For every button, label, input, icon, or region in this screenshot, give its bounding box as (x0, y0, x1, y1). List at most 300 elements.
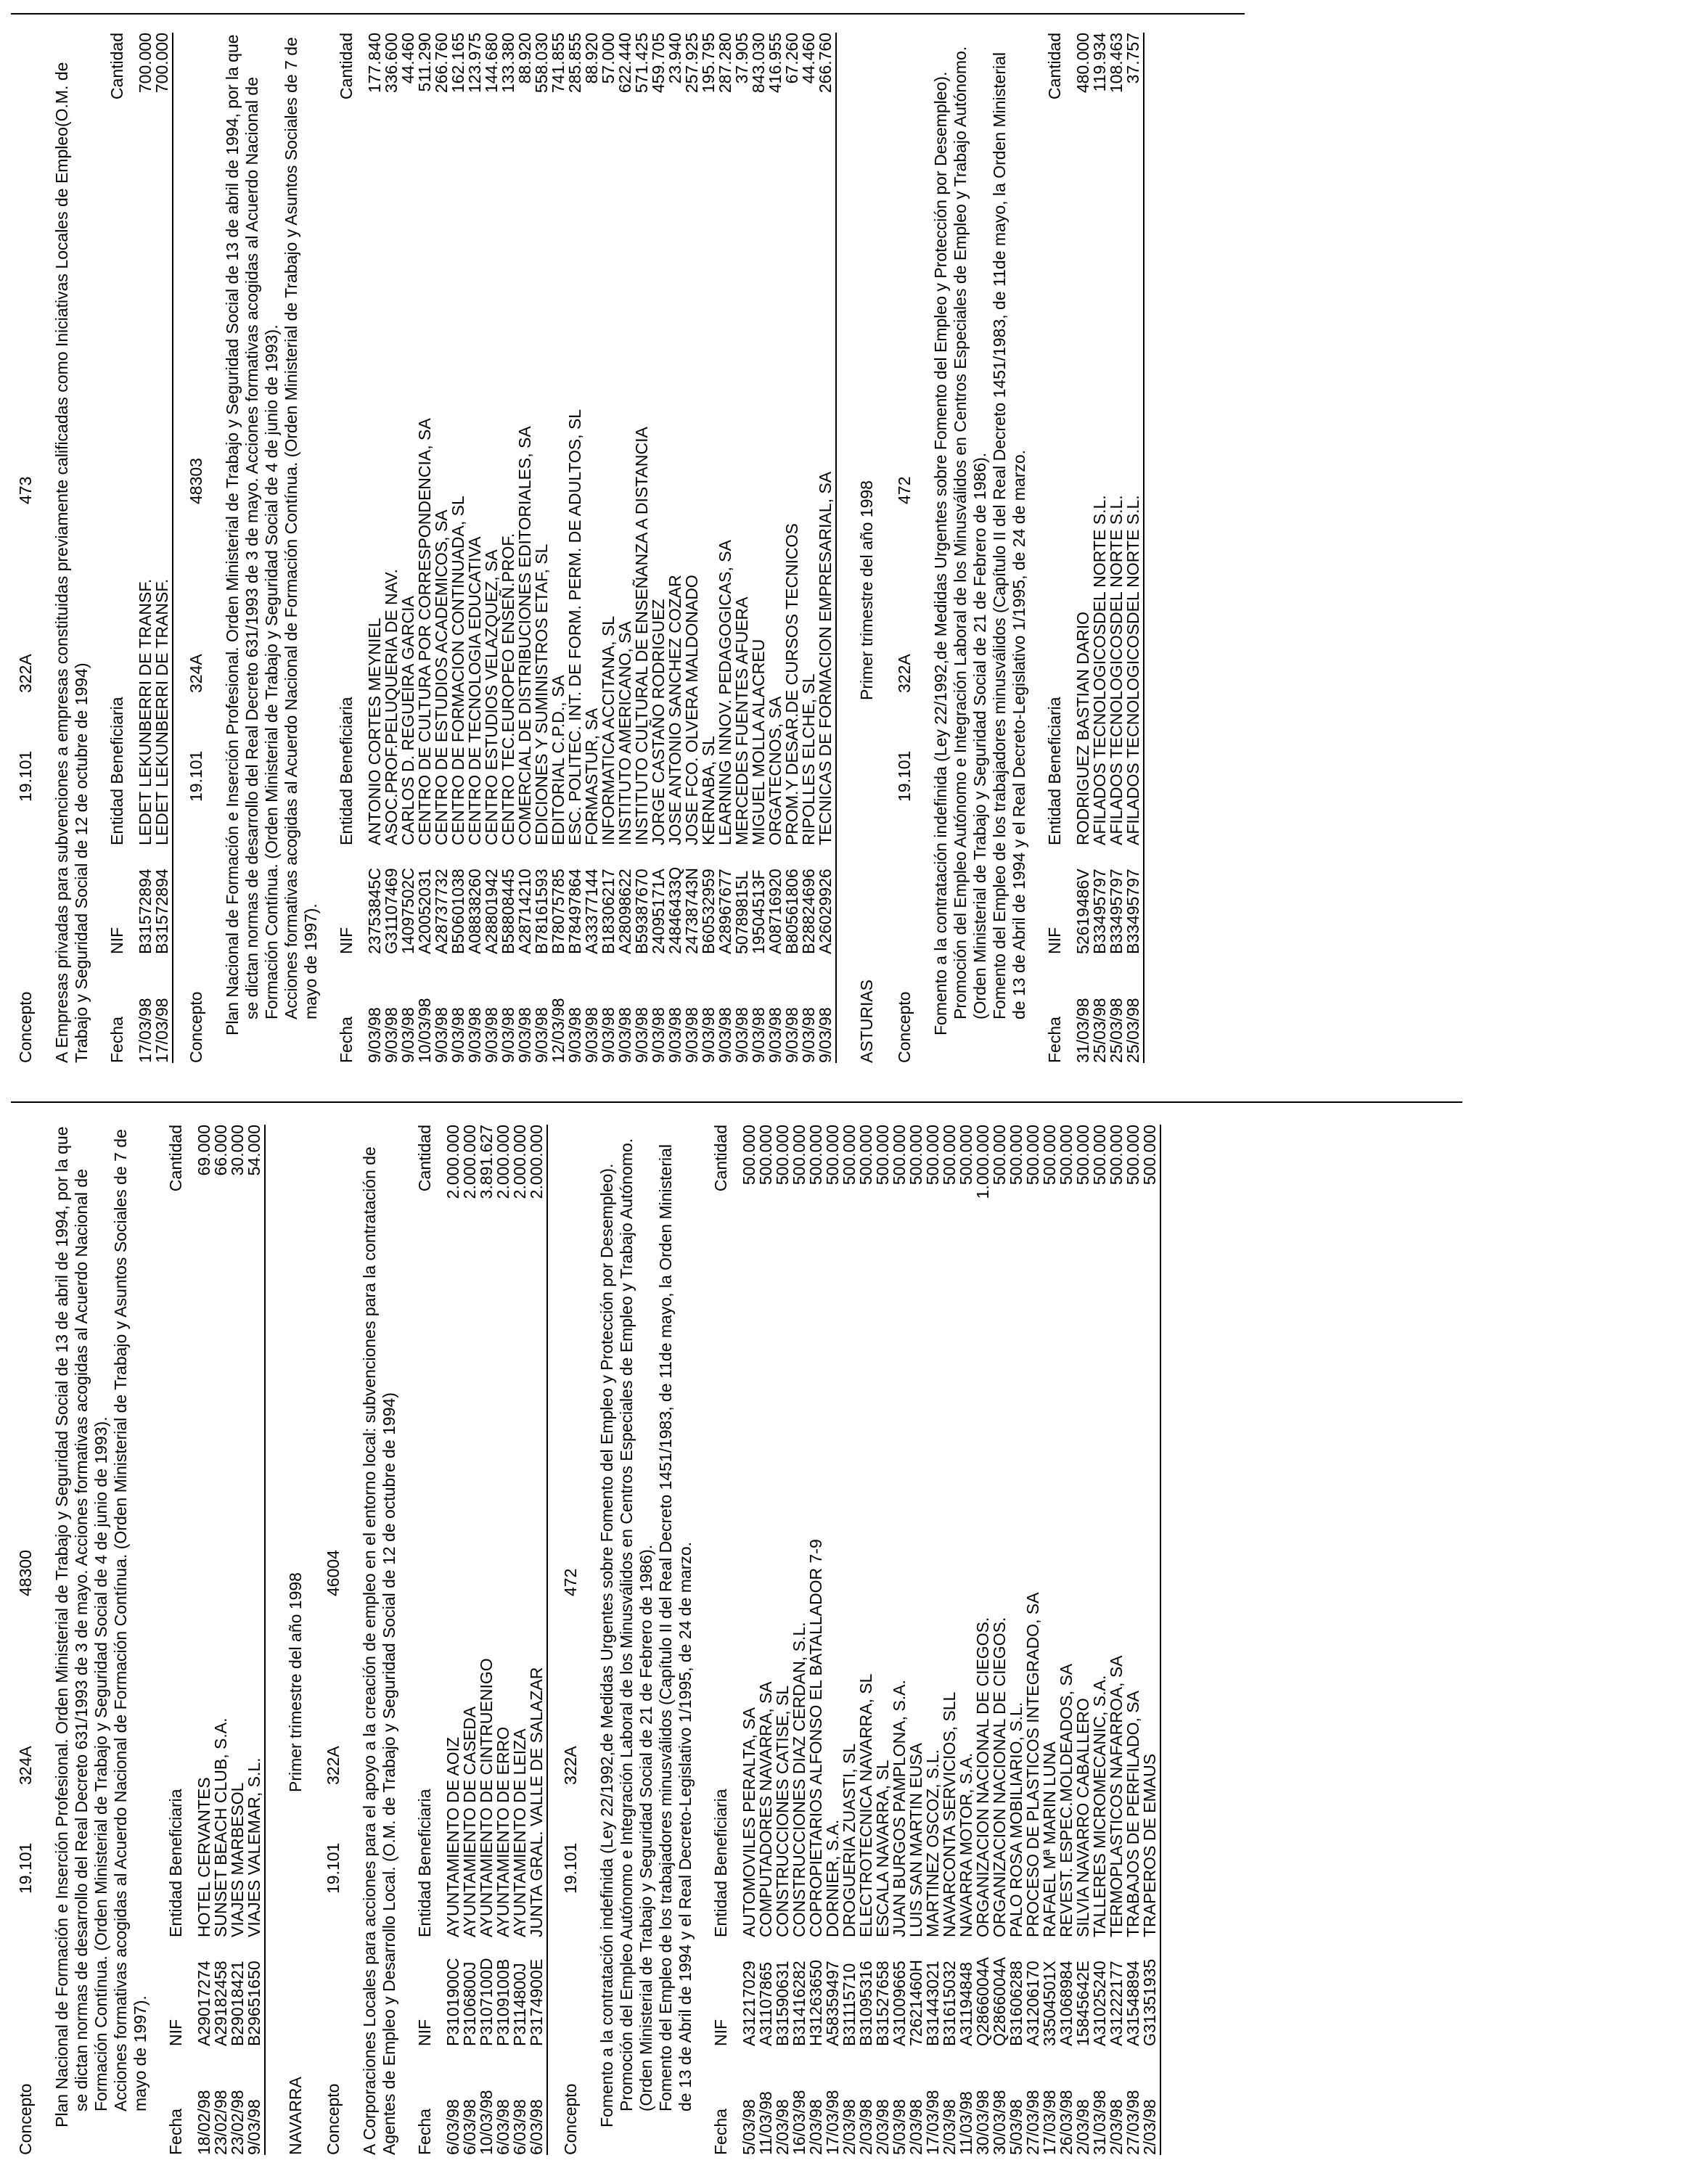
row-fecha: 9/03/98 (449, 1007, 467, 1063)
row-entidad: INFORMATICA ACCITANA, SL (599, 615, 618, 845)
row-entidad: PROCESO DE PLASTICOS INTEGRADO, SA (1023, 1592, 1042, 1937)
row-entidad: AYUNTAMIENTO DE AOIZ (443, 1736, 462, 1937)
row-fecha: 6/03/98 (528, 2046, 547, 2155)
row-fecha: 9/03/98 (615, 1007, 634, 1063)
row-fecha: 9/03/98 (582, 1007, 601, 1063)
row-fecha: 9/03/98 (482, 1007, 501, 1063)
row-nif: B31615032 (940, 1961, 959, 2046)
row-entidad: RAFAEL Mª MARIN LUNA (1040, 1741, 1059, 1937)
row-nif: A29182458 (211, 1961, 230, 2046)
row-nif: A08716920 (766, 869, 785, 954)
row-nif: Q2866004A (990, 1957, 1009, 2046)
row-nif: A28737732 (432, 869, 451, 954)
concept-header (560, 1125, 581, 2155)
row-fecha: 17/03/98 (1040, 2090, 1059, 2155)
row-nif: A08838260 (465, 869, 484, 954)
row-entidad: LEDET LEKUNBERRI DE TRANSF. (136, 578, 155, 845)
table-row (433, 33, 450, 1063)
table-row (1008, 1125, 1025, 2155)
row-cantidad: 123.975 (465, 33, 484, 94)
row-entidad: INSTITUTO AMERICANO, SA (615, 621, 634, 845)
left-column (15, 1125, 1161, 2155)
table-row (750, 33, 767, 1063)
table-row (958, 1125, 975, 2155)
row-entidad: TALLERES MICROMECANIC, S.A. (1090, 1675, 1109, 1937)
table-row (1125, 33, 1144, 1063)
row-entidad: PROM.Y DESAR.DE CURSOS TECNICOS (782, 523, 801, 845)
row-nif: Q2866004A (973, 1957, 992, 2046)
row-cantidad: 622.440 (615, 33, 634, 94)
row-cantidad: 119.934 (1090, 33, 1109, 92)
table-row (1142, 1125, 1160, 2155)
row-fecha: 16/03/98 (790, 2090, 808, 2155)
row-nif: A31222177 (1107, 1961, 1126, 2046)
row-nif: B29018421 (228, 1961, 247, 2046)
row-cantidad: 500.000 (1023, 1125, 1042, 1186)
row-nif: H31263650 (806, 1960, 825, 2046)
concept-header (15, 33, 36, 1063)
row-entidad: CENTRO DE CULTURA POR CORRESPONDENCIA, SA (415, 418, 434, 845)
concepto-label: Concepto (895, 991, 914, 1063)
table-row (817, 33, 836, 1063)
row-fecha: 31/03/98 (1073, 998, 1092, 1063)
grant-table (412, 1125, 548, 2155)
table-row (445, 1125, 462, 2155)
subconcept-code: 472 (895, 476, 914, 504)
row-entidad: CENTRO DE ESTUDIOS ACADEMICOS, SA (432, 509, 451, 845)
row-cantidad: 1.000.000 (973, 1125, 992, 1199)
table-row (550, 33, 567, 1063)
row-nif: A31025240 (1090, 1961, 1109, 2046)
table-row (1092, 33, 1108, 1063)
col-fecha: Fecha (1045, 1017, 1064, 1063)
table-row (533, 33, 550, 1063)
row-entidad: ESCALA NAVARRA, SL (873, 1760, 892, 1937)
row-entidad: MIGUEL MOLLA ALACREU (749, 639, 768, 845)
organism-code: 19.101 (16, 750, 35, 802)
row-cantidad: 500.000 (823, 1125, 842, 1186)
row-entidad: CARLOS D. REGUEIRA GARCIA (398, 596, 417, 845)
table-row (1075, 1125, 1092, 2155)
row-entidad: KERNABA, SL (699, 736, 718, 845)
subconcept-code: 472 (561, 1568, 580, 1596)
row-fecha: 2/03/98 (906, 2099, 925, 2155)
table-body (741, 1125, 1160, 2155)
row-fecha: 18/02/98 (194, 2090, 213, 2155)
row-entidad: SUNSET BEACH CLUB, S.A. (211, 1717, 230, 1937)
concepto-label: Concepto (187, 991, 205, 1063)
row-entidad: CENTRO DE FORMACION CONTINUADA, SL (449, 496, 467, 845)
row-cantidad: 500.000 (940, 1125, 959, 1186)
row-cantidad: 500.000 (740, 1125, 758, 1186)
row-fecha: 23/02/98 (228, 2090, 247, 2155)
row-cantidad: 67.260 (782, 33, 801, 84)
table-row (700, 33, 717, 1063)
col-nif: NIF (337, 927, 356, 954)
row-nif: A20052031 (415, 869, 434, 954)
row-nif: B58808445 (499, 869, 517, 954)
table-row (528, 1125, 547, 2155)
row-nif: A26029926 (817, 845, 836, 954)
row-nif: A28098622 (615, 869, 634, 954)
row-nif: B31590631 (773, 1961, 792, 2046)
row-entidad: HOTEL CERVANTES (194, 1777, 213, 1937)
row-fecha: 9/03/98 (532, 1007, 551, 1063)
row-entidad: COPROPIETARIOS ALFONSO EL BATALLADOR 7-9 (806, 1539, 825, 1937)
row-nif: A31068984 (1057, 1961, 1076, 2046)
col-cantidad: Cantidad (337, 33, 356, 100)
row-cantidad: 500.000 (873, 1125, 892, 1186)
row-cantidad: 500.000 (1107, 1125, 1126, 1186)
table-row (684, 33, 700, 1063)
row-nif: B31572894 (154, 845, 173, 954)
row-entidad: LEDET LEKUNBERRI DE TRANSF. (154, 134, 173, 845)
table-row (383, 33, 400, 1063)
row-entidad: VIAJES VALEMAR, S.L. (246, 1226, 265, 1937)
program-code: 324A (187, 654, 205, 693)
region-heading (856, 33, 877, 1063)
row-fecha: 27/03/98 (1123, 2090, 1142, 2155)
row-fecha: 2/03/98 (840, 2099, 859, 2155)
row-nif: A31107865 (756, 1962, 775, 2046)
row-entidad: LEARNING INNOV. PEDAGOGICAS, SA (716, 540, 734, 845)
row-entidad: AYUNTAMIENTO DE LEIZA (510, 1728, 529, 1937)
program-code: 322A (324, 1746, 343, 1785)
row-nif: B78497864 (565, 869, 584, 954)
program-code: 322A (16, 654, 35, 693)
table-row (229, 1125, 246, 2155)
row-fecha: 6/03/98 (460, 2099, 479, 2155)
row-fecha: 9/03/98 (465, 1007, 484, 1063)
row-nif: B31095316 (856, 1961, 875, 2046)
row-cantidad: 285.855 (565, 33, 584, 94)
row-nif: A28801942 (482, 869, 501, 954)
row-fecha: 25/03/98 (1125, 954, 1144, 1063)
row-fecha: 9/03/98 (382, 1007, 401, 1063)
row-cantidad: 500.000 (957, 1125, 975, 1186)
row-entidad: REVEST. ESPEC.MOLDEADOS, SA (1057, 1663, 1076, 1937)
row-entidad: SILVIA NAVARRO CABALLERO (1073, 1698, 1092, 1937)
table-row (1092, 1125, 1108, 2155)
row-entidad: CENTRO ESTUDIOS VELAZQUEZ, SA (482, 549, 501, 845)
col-nif: NIF (1045, 927, 1064, 954)
row-fecha: 2/03/98 (873, 2099, 892, 2155)
row-fecha: 2/03/98 (773, 2099, 792, 2155)
table-row (462, 1125, 478, 2155)
row-cantidad: 2.000.000 (510, 1125, 529, 1199)
row-cantidad: 500.000 (923, 1125, 942, 1186)
row-fecha: 6/03/98 (510, 2099, 529, 2155)
table-row (941, 1125, 958, 2155)
table-header-row (412, 1125, 445, 2155)
program-code: 322A (561, 1746, 580, 1785)
row-nif: A31009665 (890, 1961, 909, 2046)
row-cantidad: 2.000.000 (494, 1125, 512, 1199)
organism-code: 19.101 (16, 1842, 35, 1894)
row-cantidad: 500.000 (1040, 1125, 1059, 1186)
row-entidad: CONSTRUCCIONES DIAZ CERDAN, S.L. (790, 1622, 808, 1937)
column-divider (11, 13, 1245, 15)
row-nif: B33495797 (1090, 869, 1109, 954)
table-row (467, 33, 483, 1063)
row-cantidad: 195.795 (699, 33, 718, 94)
row-fecha: 17/03/98 (154, 954, 173, 1063)
row-fecha: 5/03/98 (740, 2099, 758, 2155)
row-nif: B33495797 (1107, 869, 1126, 954)
table-row (734, 33, 750, 1063)
row-entidad: LUIS SAN MARTIN EUSA (906, 1743, 925, 1937)
table-row (478, 1125, 495, 2155)
row-entidad: AYUNTAMIENTO DE CASEDA (460, 1706, 479, 1937)
col-nif: NIF (415, 2019, 434, 2046)
row-entidad: DROGUERIA ZUASTI, SL (840, 1743, 859, 1937)
row-nif: A31548894 (1123, 1961, 1142, 2046)
row-fecha: 2/03/98 (1107, 2099, 1126, 2155)
col-nif: NIF (711, 2019, 730, 2046)
subconcept-code: 48303 (187, 458, 205, 504)
table-row (1108, 1125, 1125, 2155)
row-fecha: 2/03/98 (806, 2099, 825, 2155)
table-row (1125, 1125, 1142, 2155)
row-fecha: 2/03/98 (856, 2099, 875, 2155)
subconcept-code: 48300 (16, 1550, 35, 1596)
concept-header (893, 33, 915, 1063)
row-nif: 15845642E (1073, 1961, 1092, 2046)
row-entidad: ORGATECNOS, SA (766, 696, 785, 845)
row-nif: B33495797 (1125, 845, 1144, 954)
col-cantidad: Cantidad (107, 33, 126, 100)
row-cantidad: 480.000 (1073, 33, 1092, 94)
table-row (784, 33, 800, 1063)
row-nif: B59387670 (632, 869, 651, 954)
row-entidad: PALO ROSA MOBILIARIO, S.L. (1007, 1701, 1025, 1937)
col-entidad: Entidad Beneficiaria (337, 697, 356, 845)
row-fecha: 9/03/98 (682, 1007, 701, 1063)
row-entidad: MERCEDES FUENTES AFUERA (732, 596, 751, 845)
row-cantidad: 571.425 (632, 33, 651, 94)
row-cantidad: 500.000 (1090, 1125, 1109, 1186)
row-nif: A31206170 (1023, 1961, 1042, 2046)
region-period: Primer trimestre del año 1998 (857, 480, 876, 700)
grant-table (1042, 33, 1144, 1063)
row-entidad: ASOC.PROF.PELUQUERIA DE NAV. (382, 569, 401, 845)
row-cantidad: 500.000 (1007, 1125, 1025, 1186)
row-cantidad: 459.705 (649, 33, 668, 94)
row-entidad: EDICIONES Y SUMINISTROS ETAF, SL (532, 543, 551, 845)
col-fecha: Fecha (415, 2109, 434, 2155)
row-nif: B78161593 (532, 869, 551, 954)
table-header-row (1042, 33, 1075, 1063)
row-nif: B31115710 (840, 1963, 859, 2046)
row-nif: 19504513F (749, 869, 768, 954)
row-fecha: 17/03/98 (136, 998, 155, 1063)
table-row (774, 1125, 791, 2155)
grant-table (105, 33, 173, 1063)
row-nif: A31194848 (957, 1962, 975, 2046)
row-entidad: JOSE ANTONIO SANCHEZ COZAR (666, 575, 684, 845)
concepto-label: Concepto (561, 2083, 580, 2155)
subconcept-code: 473 (16, 476, 35, 504)
table-body (137, 33, 173, 1063)
row-cantidad: 500.000 (756, 1125, 775, 1186)
row-entidad: COMERCIAL DE DISTRIBUCIONES EDITORIALES, SA (515, 426, 534, 845)
concepto-label: Concepto (16, 2083, 35, 2155)
table-row (196, 1125, 213, 2155)
row-fecha: 17/03/98 (923, 2090, 942, 2155)
row-entidad: RIPOLLES ELCHE, SL (799, 673, 818, 845)
row-nif: B31527658 (873, 1961, 892, 2046)
row-nif: B31572894 (136, 869, 155, 954)
grant-table (334, 33, 837, 1063)
grant-table (163, 1125, 266, 2155)
right-column (15, 33, 1144, 1063)
row-nif: 72621460H (906, 1960, 925, 2046)
row-fecha: 11/03/98 (957, 2091, 975, 2155)
row-entidad: AFILADOS TECNOLOGICOSDEL NORTE S.L. (1090, 495, 1109, 845)
row-cantidad: 416.955 (766, 33, 785, 94)
table-row (841, 1125, 858, 2155)
table-row (824, 1125, 841, 2155)
table-row (617, 33, 634, 1063)
table-body (1075, 33, 1144, 1063)
row-cantidad: 133.380 (499, 33, 517, 94)
row-fecha: 9/03/98 (499, 1007, 517, 1063)
col-nif: NIF (107, 927, 126, 954)
row-fecha: 9/03/98 (716, 1007, 734, 1063)
row-cantidad: 3.891.627 (477, 1125, 496, 1199)
table-header-row (708, 1125, 741, 2155)
row-entidad: ORGANIZACION NACIONAL DE CIEGOS. (973, 1617, 992, 1937)
table-row (213, 1125, 229, 2155)
grant-table (708, 1125, 1161, 2155)
row-cantidad: 500.000 (1123, 1125, 1142, 1186)
row-nif: B60532959 (699, 869, 718, 954)
row-fecha: 2/03/98 (1073, 2099, 1092, 2155)
table-row (1025, 1125, 1041, 2155)
row-entidad: FORMASTUR, SA (582, 707, 601, 845)
table-row (1058, 1125, 1075, 2155)
table-row (808, 1125, 824, 2155)
row-cantidad: 287.280 (716, 33, 734, 94)
row-fecha: 9/03/98 (565, 1007, 584, 1063)
table-row (925, 1125, 941, 2155)
col-fecha: Fecha (337, 1017, 356, 1063)
row-entidad: JORGE CASTAÑO RODRIGUEZ (649, 599, 668, 845)
col-cantidad: Cantidad (415, 1125, 434, 1192)
row-nif: B31416282 (790, 1961, 808, 2046)
row-cantidad: 54.000 (246, 1125, 265, 1226)
row-cantidad: 500.000 (806, 1125, 825, 1186)
table-row (650, 33, 667, 1063)
col-entidad: Entidad Beneficiaria (415, 1789, 434, 1937)
row-cantidad: 500.000 (906, 1125, 925, 1186)
block-description: Plan Nacional de Formación e Inserción Profesional. Orden Ministerial de Trabajo y Seguridad Social de 13 de abril de 1994, por la que se dictan normas de desarrollo del Real Decreto 631/1993 de 3 de mayo. Acciones formativas acogidas al Acuerdo Nacional de Formación Contínua. (Orden Ministerial de Trabajo y Seguridad Social de 4 de junio de 1993). Acciones formativas acogidas al Acuerdo Nacional de Formación Contínua. (Orden Ministerial de Trabajo y Asuntos Sociales de 7 de mayo de 1997). (223, 34, 320, 1035)
row-entidad: ESC. POLITEC. INT. DE FORM. PERM. DE ADULTOS, SL (565, 409, 584, 845)
row-fecha: 12/03/98 (549, 998, 568, 1063)
row-nif: 24095171A (649, 869, 668, 954)
region-name: ASTURIAS (857, 979, 876, 1063)
col-fecha: Fecha (166, 2109, 185, 2155)
row-fecha: 9/03/98 (782, 1007, 801, 1063)
row-cantidad: 700.000 (154, 33, 173, 134)
col-entidad: Entidad Beneficiaria (1045, 697, 1064, 845)
table-row (891, 1125, 908, 2155)
row-entidad: AYUNTAMIENTO DE CINTRUENIGO (477, 1658, 496, 1937)
row-cantidad: 2.000.000 (443, 1125, 462, 1199)
col-cantidad: Cantidad (711, 1125, 730, 1192)
row-cantidad: 500.000 (890, 1125, 909, 1186)
table-row (634, 33, 650, 1063)
organism-code: 19.101 (324, 1842, 343, 1894)
row-nif: B29651650 (246, 1937, 265, 2046)
row-fecha: 5/03/98 (890, 2099, 909, 2155)
row-fecha: 10/03/98 (415, 998, 434, 1063)
row-nif: 14097502C (398, 868, 417, 954)
row-entidad: AYUNTAMIENTO DE ERRO (494, 1726, 512, 1937)
row-cantidad: 500.000 (1073, 1125, 1092, 1186)
table-row (600, 33, 617, 1063)
table-row (517, 33, 533, 1063)
row-nif: 23753845C (365, 868, 384, 954)
row-cantidad: 500.000 (790, 1125, 808, 1186)
row-entidad: CENTRO DE TECNOLOGIA EDUCATIVA (465, 536, 484, 845)
row-fecha: 5/03/98 (1007, 2099, 1025, 2155)
table-row (512, 1125, 528, 2155)
row-entidad: TERMOPLASTICOS NAFARROA, SA (1107, 1655, 1126, 1937)
row-entidad: AFILADOS TECNOLOGICOSDEL NORTE S.L. (1125, 134, 1144, 845)
row-fecha: 9/03/98 (732, 1007, 751, 1063)
row-nif: B78075785 (549, 869, 568, 954)
row-nif: B50601038 (449, 869, 467, 954)
row-cantidad: 843.030 (749, 33, 768, 94)
subconcept-code: 46004 (324, 1550, 343, 1596)
row-fecha: 9/03/98 (632, 1007, 651, 1063)
table-row (741, 1125, 758, 2155)
row-cantidad: 88.920 (582, 33, 601, 84)
row-entidad: TECNICAS DE FORMACION EMPRESARIAL, SA (817, 134, 836, 845)
table-body (445, 1125, 547, 2155)
table-row (975, 1125, 991, 2155)
row-nif: B18306217 (599, 869, 618, 954)
organism-code: 19.101 (561, 1842, 580, 1894)
col-entidad: Entidad Beneficiaria (711, 1789, 730, 1937)
row-fecha: 9/03/98 (817, 954, 836, 1063)
row-cantidad: 30.000 (228, 1125, 247, 1176)
row-fecha: 6/03/98 (494, 2099, 512, 2155)
block-description: A Corporaciones Locales para acciones para el apoyo a la creación de empleo en el entorno local: subvenciones para la contratación de Agentes de Empleo y Desarrollo Local. (O.M. de Trabajo y Seguridad Social de 12 de octubre de 1994) (360, 1146, 398, 2155)
table-row (991, 1125, 1008, 2155)
row-cantidad: 558.030 (532, 33, 551, 94)
row-entidad: ORGANIZACION NACIONAL DE CIEGOS. (990, 1617, 1009, 1937)
row-nif: A29017274 (194, 1961, 213, 2046)
row-cantidad: 500.000 (773, 1125, 792, 1186)
table-row (1075, 33, 1092, 1063)
row-fecha: 9/03/98 (365, 1007, 384, 1063)
row-fecha: 2/03/98 (1142, 2046, 1160, 2155)
table-row (483, 33, 500, 1063)
col-entidad: Entidad Beneficiaria (107, 697, 126, 845)
row-fecha: 11/03/98 (756, 2091, 775, 2155)
row-fecha: 9/03/98 (599, 1007, 618, 1063)
row-fecha: 9/03/98 (432, 1007, 451, 1063)
row-nif: 24846433Q (666, 866, 684, 954)
table-row (1108, 33, 1125, 1063)
region-period: Primer trimestre del año 1998 (286, 1572, 305, 1792)
row-cantidad: 177.840 (365, 33, 384, 94)
row-cantidad: 108.463 (1107, 33, 1126, 94)
table-row (667, 33, 684, 1063)
table-row (800, 33, 817, 1063)
